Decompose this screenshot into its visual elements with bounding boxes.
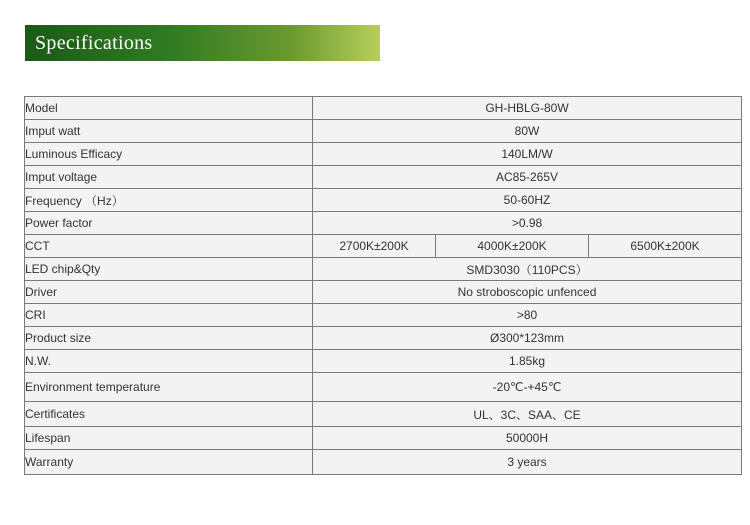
table-row [25,427,742,450]
specifications-banner [25,25,380,61]
table-row [25,402,742,427]
spec-value-warranty: 3 years [313,450,742,475]
table-row [25,450,742,475]
spec-label-environment-temperature: Environment temperature [25,373,313,402]
spec-value-luminous-efficacy: 140LM/W [313,143,742,166]
section-title: Specifications [35,31,153,54]
spec-value-input-voltage: AC85-265V [313,166,742,189]
spec-label-driver: Driver [25,281,313,304]
spec-value-product-size: Ø300*123mm [313,327,742,350]
table-row [25,304,742,327]
table-row [25,166,742,189]
spec-value-model: GH-HBLG-80W [313,97,742,120]
table-row [25,189,742,212]
table-row [25,120,742,143]
spec-label-input-voltage: Imput voltage [25,166,313,189]
spec-value-cct-4000k: 4000K±200K [436,235,589,258]
spec-value-driver: No stroboscopic unfenced [313,281,742,304]
spec-value-led-chip: SMD3030（110PCS） [313,258,742,281]
table-row [25,281,742,304]
spec-value-environment-temperature: -20℃-+45℃ [313,373,742,402]
spec-label-warranty: Warranty [25,450,313,475]
spec-value-cct-2700k: 2700K±200K [313,235,436,258]
spec-value-input-watt: 80W [313,120,742,143]
table-row [25,258,742,281]
spec-label-power-factor: Power factor [25,212,313,235]
table-row [25,373,742,402]
spec-label-product-size: Product size [25,327,313,350]
spec-value-net-weight: 1.85kg [313,350,742,373]
spec-label-luminous-efficacy: Luminous Efficacy [25,143,313,166]
spec-value-frequency: 50-60HZ [313,189,742,212]
specifications-table [24,96,742,475]
table-row [25,212,742,235]
table-row [25,97,742,120]
table-row [25,350,742,373]
spec-label-cri: CRI [25,304,313,327]
spec-label-input-watt: Imput watt [25,120,313,143]
table-row [25,327,742,350]
spec-value-cct-6500k: 6500K±200K [589,235,742,258]
spec-label-net-weight: N.W. [25,350,313,373]
table-row [25,143,742,166]
spec-label-frequency: Frequency （Hz） [25,189,313,212]
spec-label-model: Model [25,97,313,120]
spec-label-lifespan: Lifespan [25,427,313,450]
spec-label-cct: CCT [25,235,313,258]
spec-value-certificates: UL、3C、SAA、CE [313,402,742,427]
table-row [25,235,742,258]
spec-label-certificates: Certificates [25,402,313,427]
spec-label-led-chip: LED chip&Qty [25,258,313,281]
spec-value-cri: >80 [313,304,742,327]
spec-value-lifespan: 50000H [313,427,742,450]
spec-value-power-factor: >0.98 [313,212,742,235]
